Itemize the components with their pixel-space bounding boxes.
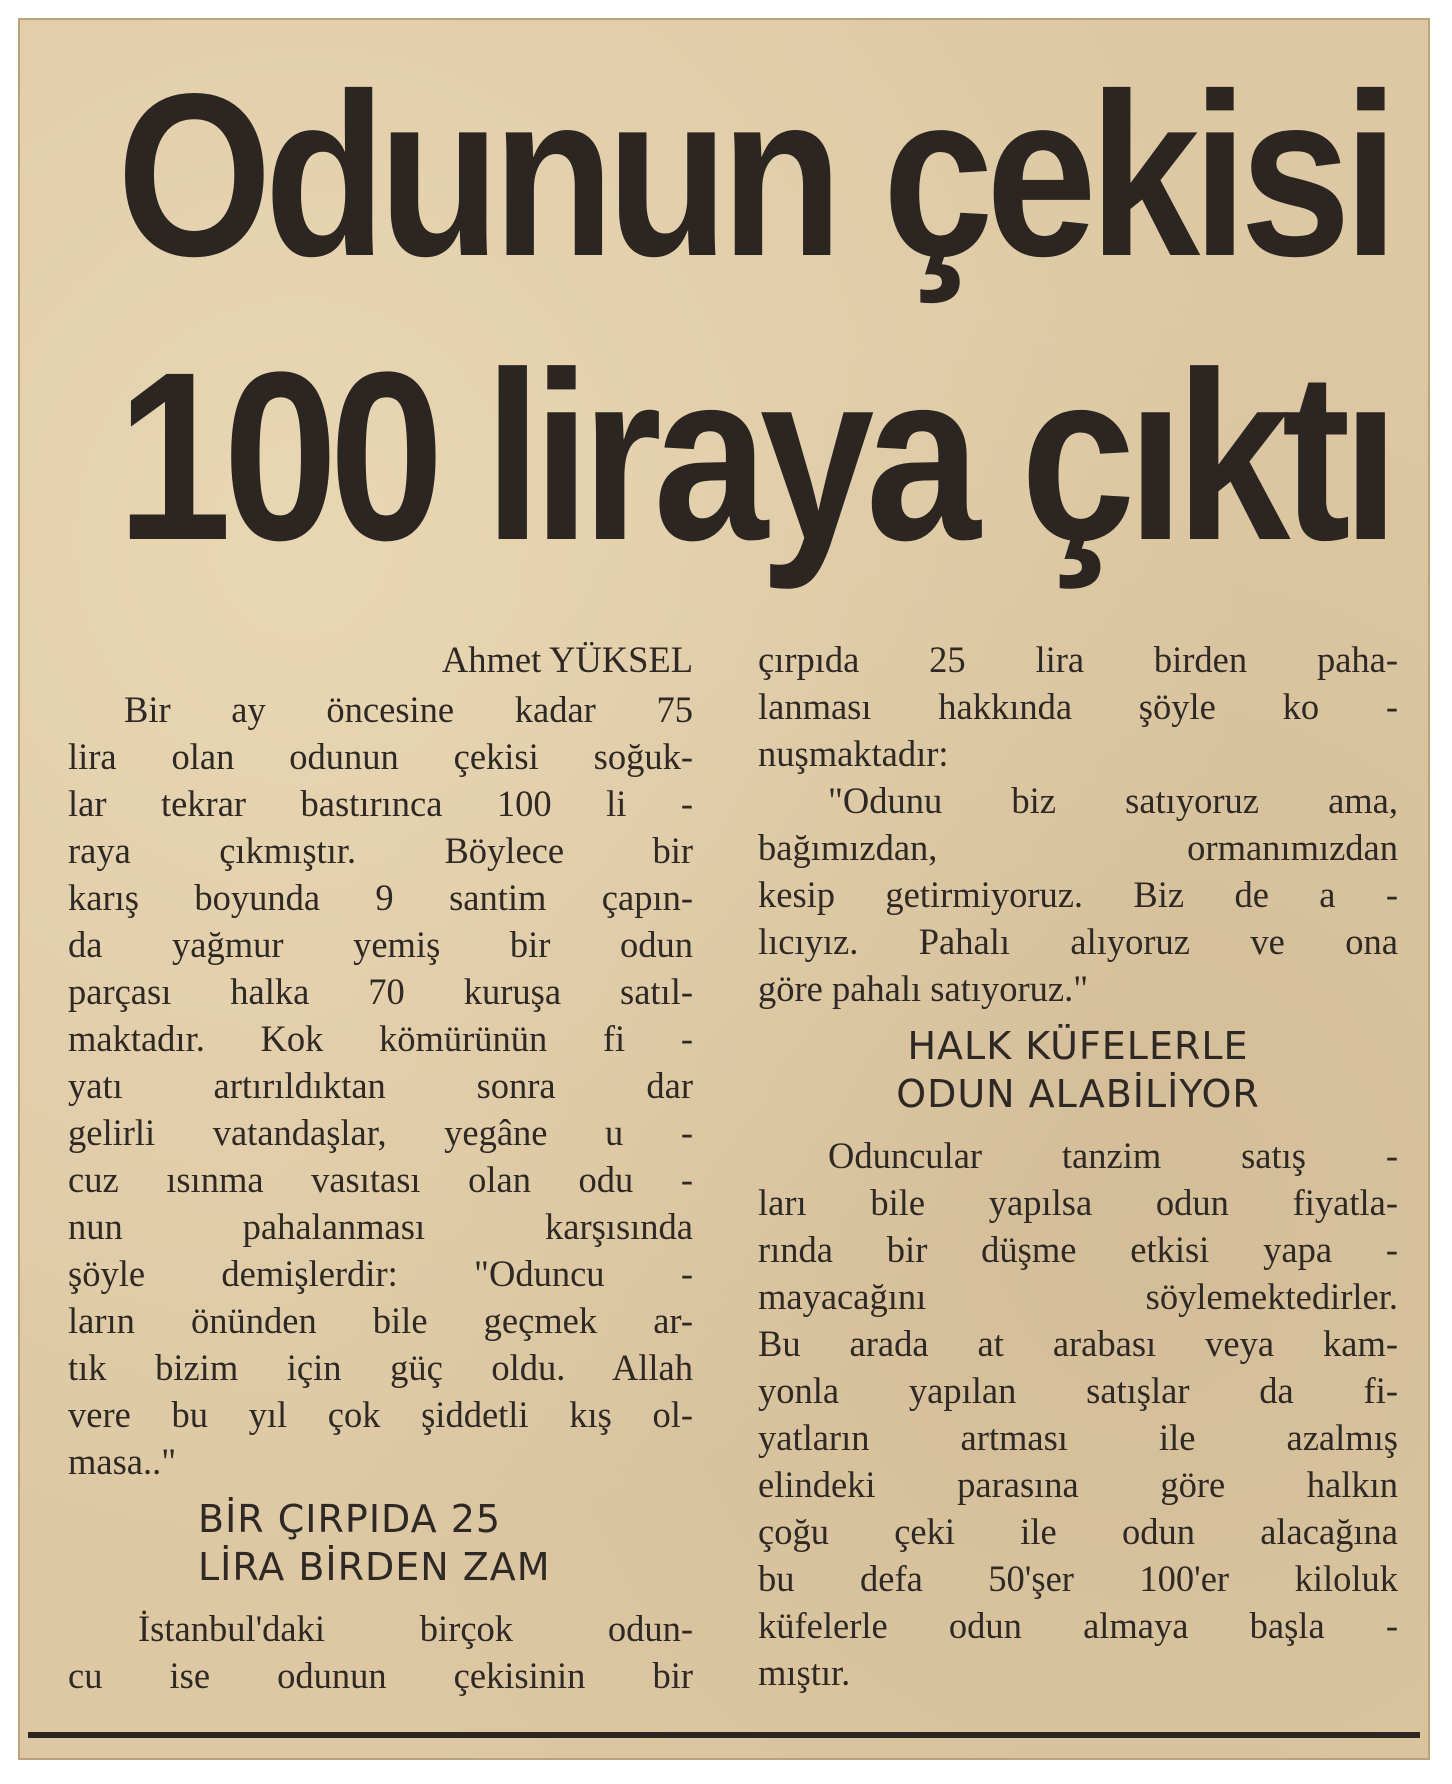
body-line: cuz ısınma vasıtası olan odu - — [68, 1159, 693, 1200]
body-line: bağımızdan, ormanımızdan — [758, 827, 1398, 868]
article-column-right — [758, 636, 1398, 1696]
body-line: lira olan odunun çekisi soğuk- — [68, 736, 693, 777]
body-line: mıştır. — [758, 1652, 851, 1693]
body-line: kesip getirmiyoruz. Biz de a - — [758, 874, 1398, 915]
body-line: çırpıda 25 lira birden paha- — [758, 639, 1398, 680]
headline-line-2: 100 liraya çıktı — [116, 322, 1391, 590]
body-line: maktadır. Kok kömürünün fi - — [68, 1018, 693, 1059]
body-line: çoğu çeki ile odun alacağına — [758, 1511, 1398, 1552]
body-line: yatların artması ile azalmış — [758, 1417, 1398, 1458]
body-line: cu ise odunun çekisinin bir — [68, 1655, 693, 1696]
body-line: yonla yapılan satışlar da fi- — [758, 1370, 1398, 1411]
bottom-rule — [28, 1732, 1420, 1738]
article-column-left — [68, 636, 693, 1699]
body-line: vere bu yıl çok şiddetli kış ol- — [68, 1394, 693, 1435]
body-line: Oduncular tanzim satış - — [828, 1135, 1398, 1176]
body-line: Bu arada at arabası veya kam- — [758, 1323, 1398, 1364]
newspaper-clipping — [18, 18, 1430, 1760]
body-line: göre pahalı satıyoruz." — [758, 968, 1089, 1009]
body-line: İstanbul'daki birçok odun- — [138, 1608, 693, 1649]
subheading-left — [68, 1495, 693, 1591]
subheading-line: ODUN ALABİLİYOR — [896, 1072, 1260, 1116]
body-line: şöyle demişlerdir: "Oduncu - — [68, 1253, 693, 1294]
body-line: da yağmur yemiş bir odun — [68, 924, 693, 965]
body-line: parçası halka 70 kuruşa satıl- — [68, 971, 693, 1012]
body-line: bu defa 50'şer 100'er kiloluk — [758, 1558, 1398, 1599]
body-line: masa.." — [68, 1441, 177, 1482]
body-line: tık bizim için güç oldu. Allah — [68, 1347, 693, 1388]
subheading-line: LİRA BİRDEN ZAM — [198, 1545, 551, 1589]
body-line: ları bile yapılsa odun fiyatla- — [758, 1182, 1398, 1223]
body-line: lıcıyız. Pahalı alıyoruz ve ona — [758, 921, 1398, 962]
body-line: nun pahalanması karşısında — [68, 1206, 693, 1247]
body-line: rında bir düşme etkisi yapa - — [758, 1229, 1398, 1270]
body-line: "Odunu biz satıyoruz ama, — [828, 780, 1398, 821]
body-line: lanması hakkında şöyle ko - — [758, 686, 1398, 727]
body-line: nuşmaktadır: — [758, 733, 949, 774]
body-line: lar tekrar bastırınca 100 li - — [68, 783, 693, 824]
subheading-line: BİR ÇIRPIDA 25 — [198, 1497, 502, 1541]
body-line: karış boyunda 9 santim çapın- — [68, 877, 693, 918]
headline-line-1: Odunun çekisi — [116, 46, 1391, 305]
body-line: küfelerle odun almaya başla - — [758, 1605, 1398, 1646]
byline: Ahmet YÜKSEL — [441, 639, 693, 680]
body-line: ların önünden bile geçmek ar- — [68, 1300, 693, 1341]
body-line: raya çıkmıştır. Böylece bir — [68, 830, 693, 871]
body-line: Bir ay öncesine kadar 75 — [124, 689, 693, 730]
body-line: yatı artırıldıktan sonra dar — [68, 1065, 693, 1106]
subheading-line: HALK KÜFELERLE — [907, 1024, 1249, 1068]
body-line: mayacağını söylemektedirler. — [758, 1276, 1398, 1317]
subheading-right — [758, 1022, 1398, 1118]
body-line: elindeki parasına göre halkın — [758, 1464, 1398, 1505]
body-line: gelirli vatandaşlar, yegâne u - — [68, 1112, 693, 1153]
